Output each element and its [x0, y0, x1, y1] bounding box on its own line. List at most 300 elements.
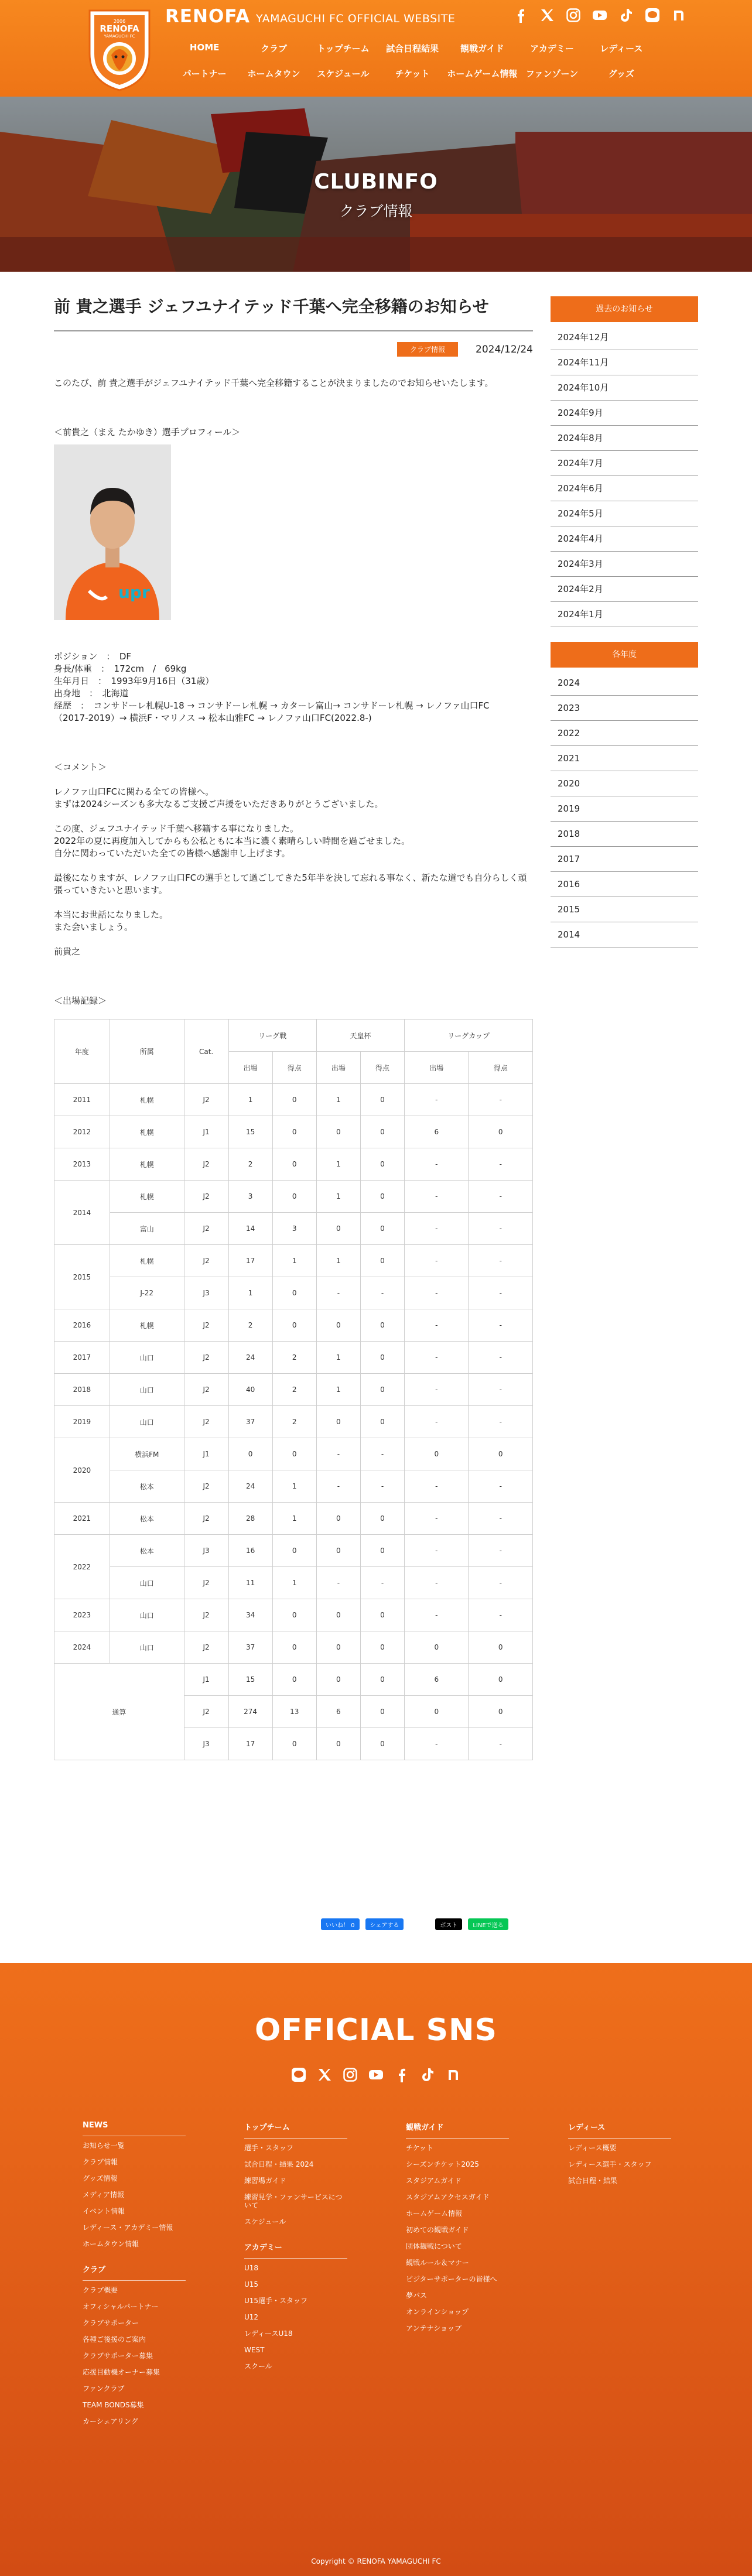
nav-item[interactable]: レディース — [600, 43, 643, 54]
cell-lg: 0 — [272, 1148, 316, 1181]
page-hero — [0, 97, 752, 272]
cell-cg: - — [469, 1309, 533, 1342]
comment-line: この度、ジェフユナイテッド千葉へ移籍する事になりました。 — [54, 823, 299, 834]
footer-link[interactable]: TEAM BONDS募集 — [83, 2401, 144, 2409]
footer-link[interactable]: WEST — [244, 2346, 265, 2354]
nav-item[interactable]: ファンゾーン — [525, 69, 579, 79]
share-buttons — [321, 1918, 508, 1930]
profile-line: ポジション ： DF — [54, 651, 132, 662]
footer-link[interactable]: クラブ情報 — [83, 2158, 118, 2166]
archive-month-link[interactable]: 2024年10月 — [551, 375, 698, 401]
cell-ca: 6 — [405, 1664, 469, 1696]
cell-cg: 0 — [469, 1696, 533, 1728]
footer-link[interactable]: ファンクラブ — [83, 2385, 125, 2393]
footer-link[interactable]: レディース概要 — [568, 2144, 617, 2152]
cell-eg: 0 — [360, 1374, 404, 1406]
cell-eg: 0 — [360, 1599, 404, 1631]
instagram-icon[interactable] — [566, 8, 581, 23]
cell-la: 28 — [228, 1503, 272, 1535]
svg-text:YAMAGUCHI FC: YAMAGUCHI FC — [104, 34, 135, 39]
cell-ea: 0 — [316, 1309, 360, 1342]
archive-year-link[interactable]: 2016 — [551, 872, 698, 897]
footer-section — [406, 2121, 509, 2332]
cell-la: 16 — [228, 1535, 272, 1567]
cell-year: 2015 — [54, 1245, 110, 1309]
cell-ea: 1 — [316, 1181, 360, 1213]
x-post-button[interactable]: ポスト — [435, 1918, 462, 1930]
cell-cat: J2 — [184, 1181, 228, 1213]
footer-section-title: トップチーム — [244, 2121, 347, 2139]
news-article — [54, 296, 533, 1760]
cell-cat: J2 — [184, 1696, 228, 1728]
cell-cat: J2 — [184, 1245, 228, 1277]
archive-month-link[interactable]: 2024年11月 — [551, 350, 698, 375]
cell-year: 2021 — [54, 1503, 110, 1535]
footer-link[interactable]: グッズ情報 — [83, 2174, 118, 2182]
cell-cat: J2 — [184, 1470, 228, 1503]
footer-column — [568, 2121, 671, 2193]
footer-link[interactable]: オフィシャルパートナー — [83, 2303, 159, 2311]
cell-la: 17 — [228, 1245, 272, 1277]
profile-line: 出身地 ： 北海道 — [54, 688, 129, 699]
cell-lg: 3 — [272, 1213, 316, 1245]
cell-eg: 0 — [360, 1664, 404, 1696]
cell-club: 富山 — [110, 1213, 184, 1245]
footer-link[interactable]: シーズンチケット2025 — [406, 2160, 479, 2168]
archive-year-link[interactable]: 2021 — [551, 746, 698, 771]
hero-title: CLUBINFO — [314, 170, 438, 194]
cell-la: 14 — [228, 1213, 272, 1245]
profile-line: 経歴 ： コンサドーレ札幌U-18 → コンサドーレ札幌 → カターレ富山→ コンサドーレ札幌 → レノファ山口FC — [54, 700, 490, 711]
profile-line: （2017-2019）→ 横浜F・マリノス → 松本山雅FC → レノファ山口FC(2022.8-) — [54, 713, 372, 724]
cell-la: 2 — [228, 1309, 272, 1342]
archive-year-link[interactable]: 2014 — [551, 922, 698, 947]
site-footer — [0, 1963, 752, 2576]
footer-section — [568, 2121, 671, 2185]
table-row — [54, 1567, 533, 1599]
cell-cat: J2 — [184, 1213, 228, 1245]
cell-cg: - — [469, 1213, 533, 1245]
cell-ea: - — [316, 1438, 360, 1470]
cell-club: 松本 — [110, 1503, 184, 1535]
table-row — [54, 1470, 533, 1503]
cell-lg: 0 — [272, 1664, 316, 1696]
cell-eg: 0 — [360, 1213, 404, 1245]
archive-month-link[interactable]: 2024年4月 — [551, 526, 698, 552]
cell-lg: 0 — [272, 1535, 316, 1567]
cell-ca: - — [405, 1148, 469, 1181]
cell-la: 11 — [228, 1567, 272, 1599]
cell-lg: 0 — [272, 1084, 316, 1116]
cell-la: 37 — [228, 1631, 272, 1664]
cell-cat: J2 — [184, 1309, 228, 1342]
cell-year: 2020 — [54, 1438, 110, 1503]
footer-link[interactable]: カーシェアリング — [83, 2417, 138, 2426]
archive-month-link[interactable]: 2024年1月 — [551, 602, 698, 627]
cell-year: 2014 — [54, 1181, 110, 1245]
profile-line: 身長/体重 ： 172cm / 69kg — [54, 663, 187, 675]
archive-month-link[interactable]: 2024年2月 — [551, 577, 698, 602]
nav-item[interactable]: スケジュール — [317, 69, 370, 79]
cell-la: 24 — [228, 1470, 272, 1503]
cell-eg: 0 — [360, 1503, 404, 1535]
footer-link[interactable]: 観戦ルール＆マナー — [406, 2259, 469, 2267]
cell-cg: - — [469, 1535, 533, 1567]
cell-club: 山口 — [110, 1631, 184, 1664]
cell-la: 1 — [228, 1277, 272, 1309]
x-icon[interactable] — [317, 2067, 332, 2082]
cell-lg: 0 — [272, 1631, 316, 1664]
cell-lg: 2 — [272, 1406, 316, 1438]
footer-link[interactable]: 練習見学・ファンサービスについて — [244, 2193, 343, 2209]
instagram-icon[interactable] — [343, 2067, 358, 2082]
footer-section-title: アカデミー — [244, 2241, 347, 2259]
footer-link[interactable]: スクール — [244, 2362, 272, 2370]
footer-link[interactable]: 団体観戦について — [406, 2242, 462, 2250]
cell-cat: J1 — [184, 1438, 228, 1470]
cell-cat: J2 — [184, 1148, 228, 1181]
archive-year-link[interactable]: 2022 — [551, 721, 698, 746]
cell-ea: 1 — [316, 1342, 360, 1374]
yearly-archive-list — [551, 670, 698, 947]
note-icon[interactable] — [446, 2067, 461, 2082]
nav-item[interactable]: HOME — [189, 42, 220, 53]
col-apps: 出場 — [316, 1052, 360, 1084]
cell-ca: - — [405, 1470, 469, 1503]
cell-eg: - — [360, 1277, 404, 1309]
nav-item[interactable]: ホームタウン — [247, 69, 300, 79]
footer-link[interactable]: レディースU18 — [244, 2329, 293, 2338]
footer-link[interactable]: スケジュール — [244, 2218, 286, 2226]
comment-line: また会いましょう。 — [54, 922, 134, 933]
cell-club: 札幌 — [110, 1084, 184, 1116]
club-emblem-logo[interactable] — [85, 7, 154, 93]
cell-eg: - — [360, 1470, 404, 1503]
footer-link[interactable]: 練習場ガイド — [244, 2177, 286, 2185]
nav-item[interactable]: グッズ — [608, 69, 634, 79]
cell-year: 通算 — [54, 1664, 184, 1760]
youtube-icon[interactable] — [592, 8, 607, 23]
cell-cg: - — [469, 1406, 533, 1438]
table-row — [54, 1181, 533, 1213]
cell-ea: 0 — [316, 1213, 360, 1245]
cell-club: 札幌 — [110, 1309, 184, 1342]
cell-cg: - — [469, 1567, 533, 1599]
cell-eg: 0 — [360, 1181, 404, 1213]
cell-cg: - — [469, 1277, 533, 1309]
tiktok-icon[interactable] — [618, 8, 634, 23]
archive-month-link[interactable]: 2024年5月 — [551, 501, 698, 526]
footer-link[interactable]: 試合日程・結果 — [568, 2177, 618, 2185]
cell-lg: 0 — [272, 1181, 316, 1213]
cell-lg: 0 — [272, 1309, 316, 1342]
facebook-like-button[interactable]: いいね！ 0 — [321, 1918, 360, 1930]
col-emperor-cup: 天皇杯 — [316, 1020, 404, 1052]
cell-ca: - — [405, 1728, 469, 1760]
cell-club: 松本 — [110, 1470, 184, 1503]
cell-eg: 0 — [360, 1535, 404, 1567]
cell-cat: J2 — [184, 1374, 228, 1406]
cell-cg: - — [469, 1084, 533, 1116]
cell-ea: 1 — [316, 1245, 360, 1277]
article-title: 前 貴之選手 ジェフユナイテッド千葉へ完全移籍のお知らせ — [54, 296, 533, 331]
cell-ea: 0 — [316, 1406, 360, 1438]
cell-cat: J2 — [184, 1406, 228, 1438]
footer-link[interactable]: U12 — [244, 2313, 259, 2321]
cell-cat: J3 — [184, 1728, 228, 1760]
footer-link[interactable]: 応援目動機オーナー募集 — [83, 2368, 160, 2376]
cell-ca: 0 — [405, 1696, 469, 1728]
cell-ca: - — [405, 1503, 469, 1535]
nav-item[interactable]: クラブ — [260, 43, 287, 54]
profile-heading: ＜前貴之（まえ たかゆき）選手プロフィール＞ — [54, 427, 241, 438]
cell-la: 37 — [228, 1406, 272, 1438]
footer-link[interactable]: メディア情報 — [83, 2191, 125, 2199]
table-row — [54, 1084, 533, 1116]
facebook-icon[interactable] — [513, 8, 528, 23]
archive-year-link[interactable]: 2017 — [551, 847, 698, 872]
cell-cat: J2 — [184, 1084, 228, 1116]
archive-sidebar — [551, 296, 698, 947]
cell-cg: - — [469, 1599, 533, 1631]
facebook-icon[interactable] — [394, 2067, 409, 2082]
cell-eg: 0 — [360, 1148, 404, 1181]
cell-ea: 0 — [316, 1599, 360, 1631]
cell-cg: - — [469, 1728, 533, 1760]
cell-year: 2016 — [54, 1309, 110, 1342]
cell-club: 山口 — [110, 1599, 184, 1631]
archive-month-link[interactable]: 2024年6月 — [551, 476, 698, 501]
facebook-share-button[interactable]: シェアする — [365, 1918, 404, 1930]
header-sns-links — [513, 8, 686, 23]
cell-club: 松本 — [110, 1535, 184, 1567]
cell-year: 2024 — [54, 1631, 110, 1664]
cell-lg: 1 — [272, 1470, 316, 1503]
cell-cg: 0 — [469, 1631, 533, 1664]
cell-lg: 13 — [272, 1696, 316, 1728]
brand-wordmark[interactable] — [165, 6, 455, 26]
nav-item[interactable]: チケット — [395, 69, 430, 79]
footer-section-title: レディース — [568, 2121, 671, 2139]
player-photo — [54, 444, 171, 620]
archive-year-link[interactable]: 2018 — [551, 822, 698, 847]
cell-eg: 0 — [360, 1728, 404, 1760]
archive-month-link[interactable]: 2024年12月 — [551, 325, 698, 350]
youtube-icon[interactable] — [368, 2067, 384, 2082]
cell-lg: 0 — [272, 1277, 316, 1309]
tiktok-icon[interactable] — [420, 2067, 435, 2082]
x-icon[interactable] — [539, 8, 555, 23]
footer-section-title: 観戦ガイド — [406, 2121, 509, 2139]
table-row — [54, 1406, 533, 1438]
footer-link[interactable]: レディース・アカデミー情報 — [83, 2223, 173, 2232]
archive-month-link[interactable]: 2024年9月 — [551, 401, 698, 426]
nav-item[interactable]: 試合日程結果 — [386, 43, 439, 54]
archive-year-link[interactable]: 2015 — [551, 897, 698, 922]
footer-link[interactable]: イベント情報 — [83, 2207, 125, 2215]
cell-cat: J2 — [184, 1342, 228, 1374]
cell-ca: - — [405, 1277, 469, 1309]
cell-lg: 2 — [272, 1374, 316, 1406]
appearance-record-table — [54, 1019, 533, 1760]
col-goals: 得点 — [272, 1052, 316, 1084]
cell-club: 山口 — [110, 1567, 184, 1599]
table-row — [54, 1277, 533, 1309]
archive-month-link[interactable]: 2024年7月 — [551, 451, 698, 476]
col-club: 所属 — [110, 1020, 184, 1084]
footer-link[interactable]: U15 — [244, 2280, 259, 2288]
article-meta — [54, 342, 533, 357]
nav-item[interactable]: パートナー — [182, 69, 227, 79]
footer-link[interactable]: チケット — [406, 2144, 433, 2152]
nav-item[interactable]: アカデミー — [530, 43, 574, 54]
cell-lg: 1 — [272, 1503, 316, 1535]
cell-cg: - — [469, 1181, 533, 1213]
site-header — [0, 0, 752, 97]
line-send-button[interactable]: LINEで送る — [468, 1918, 508, 1930]
svg-text:RENOFA: RENOFA — [100, 23, 139, 34]
cell-ca: 0 — [405, 1438, 469, 1470]
table-row — [54, 1438, 533, 1470]
footer-link[interactable]: お知らせ一覧 — [83, 2141, 125, 2150]
article-body — [54, 377, 533, 1007]
cell-lg: 2 — [272, 1342, 316, 1374]
footer-link[interactable]: ホームタウン情報 — [83, 2240, 139, 2248]
table-row — [54, 1245, 533, 1277]
cell-cg: 0 — [469, 1664, 533, 1696]
brand-subtitle: YAMAGUCHI FC OFFICIAL WEBSITE — [255, 12, 456, 25]
cell-ca: - — [405, 1245, 469, 1277]
cell-eg: 0 — [360, 1084, 404, 1116]
footer-link[interactable]: クラブサポーター — [83, 2319, 139, 2327]
player-comment — [54, 786, 533, 958]
cell-club: J-22 — [110, 1277, 184, 1309]
cell-club: 山口 — [110, 1406, 184, 1438]
cell-year: 2011 — [54, 1084, 110, 1116]
cell-la: 0 — [228, 1438, 272, 1470]
archive-year-link[interactable]: 2024 — [551, 670, 698, 696]
cell-eg: - — [360, 1567, 404, 1599]
cell-club: 札幌 — [110, 1116, 184, 1148]
table-row — [54, 1116, 533, 1148]
archive-year-link[interactable]: 2019 — [551, 796, 698, 822]
past-news-heading: 過去のお知らせ — [551, 296, 698, 322]
cell-ca: - — [405, 1535, 469, 1567]
cell-la: 15 — [228, 1116, 272, 1148]
footer-link[interactable]: クラブ概要 — [83, 2286, 118, 2294]
footer-link[interactable]: スタジアムガイド — [406, 2177, 462, 2185]
footer-link[interactable]: オンラインショップ — [406, 2308, 469, 2316]
cell-ea: 1 — [316, 1148, 360, 1181]
cell-ca: - — [405, 1181, 469, 1213]
cell-ca: - — [405, 1406, 469, 1438]
nav-item[interactable]: 観戦ガイド — [460, 43, 504, 54]
footer-link[interactable]: 夢バス — [406, 2291, 428, 2300]
cell-cat: J2 — [184, 1631, 228, 1664]
col-apps: 出場 — [228, 1052, 272, 1084]
cell-cg: - — [469, 1470, 533, 1503]
archive-year-link[interactable]: 2023 — [551, 696, 698, 721]
cell-lg: 0 — [272, 1599, 316, 1631]
hero-subtitle: クラブ情報 — [339, 203, 413, 220]
table-row — [54, 1309, 533, 1342]
cell-ca: 6 — [405, 1116, 469, 1148]
archive-month-link[interactable]: 2024年3月 — [551, 552, 698, 577]
footer-link[interactable]: アンテナショップ — [406, 2324, 462, 2332]
footer-section — [244, 2121, 347, 2226]
paragraph-gap — [54, 860, 533, 872]
table-row — [54, 1342, 533, 1374]
paragraph-gap — [54, 810, 533, 823]
cell-ca: - — [405, 1567, 469, 1599]
footer-section — [83, 2121, 186, 2248]
cell-la: 24 — [228, 1342, 272, 1374]
table-row — [54, 1148, 533, 1181]
yearly-heading: 各年度 — [551, 642, 698, 668]
cell-la: 40 — [228, 1374, 272, 1406]
cell-club: 札幌 — [110, 1148, 184, 1181]
cell-cat: J2 — [184, 1567, 228, 1599]
record-heading: ＜出場記録＞ — [54, 995, 107, 1007]
footer-link[interactable]: スタジアムアクセスガイド — [406, 2193, 490, 2201]
nav-item[interactable]: トップチーム — [317, 43, 370, 54]
footer-link[interactable]: 初めての観戦ガイド — [406, 2226, 469, 2234]
footer-link[interactable]: U18 — [244, 2264, 259, 2272]
col-league-cup: リーグカップ — [405, 1020, 533, 1052]
footer-link[interactable]: U15選手・スタッフ — [244, 2297, 308, 2305]
footer-link[interactable]: 選手・スタッフ — [244, 2144, 294, 2152]
main-content — [0, 272, 752, 1963]
footer-link[interactable]: レディース選手・スタッフ — [568, 2160, 652, 2168]
col-league: リーグ戦 — [228, 1020, 316, 1052]
note-icon[interactable] — [671, 8, 686, 23]
cell-cg: 0 — [469, 1116, 533, 1148]
comment-line: 2022年の夏に再度加入してからも公私ともに本当に濃く素晴らしい時間を過ごせました。 — [54, 836, 411, 847]
nav-item[interactable]: ホームゲーム情報 — [447, 69, 518, 79]
cell-cat: J1 — [184, 1664, 228, 1696]
footer-link[interactable]: ビジターサポーターの皆様へ — [406, 2275, 497, 2283]
cell-la: 274 — [228, 1696, 272, 1728]
cell-lg: 0 — [272, 1728, 316, 1760]
svg-text:upr: upr — [118, 583, 150, 603]
line-icon[interactable] — [291, 2067, 306, 2082]
archive-month-link[interactable]: 2024年8月 — [551, 426, 698, 451]
category-badge[interactable]: クラブ情報 — [397, 342, 458, 357]
cell-ea: 0 — [316, 1535, 360, 1567]
article-intro: このたび、前 貴之選手がジェフユナイテッド千葉へ完全移籍することが決まりましたのでお知らせいたします。 — [54, 378, 494, 389]
cell-cat: J2 — [184, 1503, 228, 1535]
cell-cg: - — [469, 1148, 533, 1181]
footer-link[interactable]: 各種ご後援のご案内 — [83, 2335, 146, 2344]
footer-section — [244, 2241, 347, 2370]
table-row — [54, 1664, 533, 1696]
col-year: 年度 — [54, 1020, 110, 1084]
cell-ea: 0 — [316, 1503, 360, 1535]
cell-cat: J2 — [184, 1599, 228, 1631]
footer-section-title: クラブ — [83, 2263, 186, 2281]
line-icon[interactable] — [645, 8, 660, 23]
cell-cg: - — [469, 1374, 533, 1406]
table-row — [54, 1374, 533, 1406]
footer-link[interactable]: 試合日程・結果 2024 — [244, 2160, 314, 2168]
footer-link[interactable]: クラブサポーター募集 — [83, 2352, 153, 2360]
cell-cg: - — [469, 1503, 533, 1535]
footer-link[interactable]: ホームゲーム情報 — [406, 2209, 463, 2218]
cell-ea: 0 — [316, 1728, 360, 1760]
table-row — [54, 1599, 533, 1631]
archive-year-link[interactable]: 2020 — [551, 771, 698, 796]
cell-year: 2012 — [54, 1116, 110, 1148]
